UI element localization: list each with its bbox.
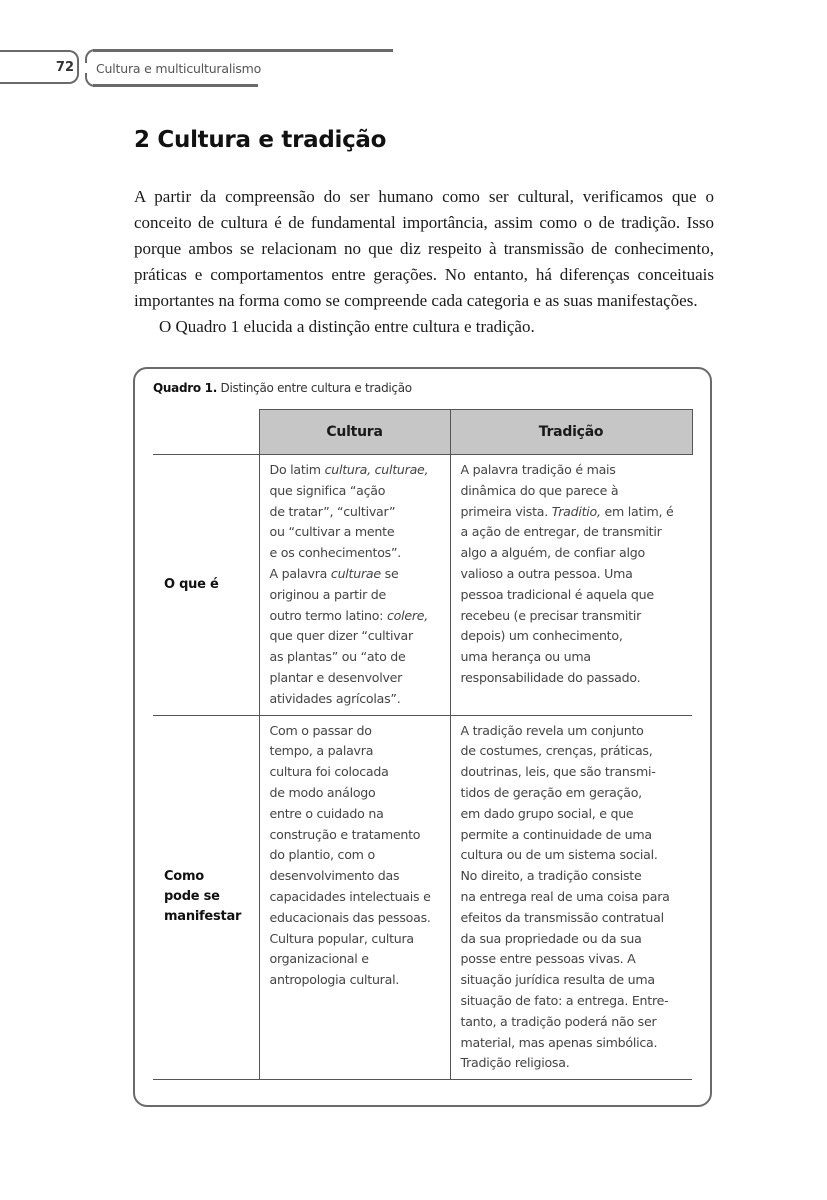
cell-text-line: Cultura popular, cultura [269, 930, 414, 946]
header-rule-top [93, 49, 393, 52]
header-cell-tradicao: Tradição [450, 410, 692, 455]
cell-text-line: cultura ou de um sistema social. [460, 847, 658, 863]
cell-text-line: depois) um conhecimento, [460, 628, 623, 644]
cell-tradicao-manifestation [450, 715, 692, 1080]
row-label-o-que-e: O que é [153, 455, 259, 716]
cell-text-line: construção e tratamento [269, 826, 421, 842]
cell-text-line: A tradição revela um conjunto [460, 722, 644, 738]
header-rule-bottom [93, 84, 258, 87]
cell-text-line: material, mas apenas simbólica. [460, 1034, 658, 1050]
header-cell-cultura: Cultura [259, 410, 450, 455]
cell-text-line: doutrinas, leis, que são transmi- [460, 764, 656, 780]
cell-text-line: algo a alguém, de confiar algo [460, 545, 645, 561]
cell-text-line: recebeu (e precisar transmitir [460, 607, 641, 623]
cell-text-line: Com o passar do [269, 722, 372, 738]
paragraph-quadro-reference: O Quadro 1 elucida a distinção entre cultura e tradição. [159, 317, 535, 336]
cell-text-line: em dado grupo social, e que [460, 805, 634, 821]
cell-text-line: de modo análogo [269, 784, 376, 800]
cell-text-line: efeitos da transmissão contratual [460, 909, 664, 925]
cell-text-line: e os conhecimentos”. [269, 545, 402, 561]
cell-text-line: manifestar [164, 909, 242, 925]
cell-text-line: da sua propriedade ou da sua [460, 930, 642, 946]
cell-text-line: posse entre pessoas vivas. A [460, 951, 636, 967]
section-title: 2 Cultura e tradição [134, 127, 387, 153]
cell-text-line: A palavra tradição é mais [460, 462, 616, 477]
cell-cultura-definition [259, 455, 450, 716]
cell-text-line: outro termo latino: colere, [269, 607, 429, 623]
table-row [153, 715, 692, 1080]
cell-text-line: uma herança ou uma [460, 649, 591, 665]
cell-text-line: tidos de geração em geração, [460, 784, 642, 800]
quadro-caption-text: Distinção entre cultura e tradição [216, 381, 412, 395]
cell-text-line: de costumes, crenças, práticas, [460, 743, 653, 759]
running-title: Cultura e multiculturalismo [96, 61, 262, 76]
cell-text-line: de tratar”, “cultivar” [269, 503, 396, 519]
cell-text-line: capacidades intelectuais e [269, 888, 431, 904]
cell-text-line: responsabilidade do passado. [460, 669, 641, 685]
cell-text-line: na entrega real de uma coisa para [460, 888, 670, 904]
table-row [153, 455, 692, 716]
cell-text-line: cultura foi colocada [269, 764, 389, 780]
cell-text-line: que significa “ação [269, 482, 386, 498]
cell-text-line: pode se [164, 889, 220, 905]
cell-text-line: atividades agrícolas”. [269, 690, 401, 706]
page-number: 72 [55, 60, 74, 75]
cell-text-line: Tradição religiosa. [460, 1055, 570, 1071]
cell-text-line: que quer dizer “cultivar [269, 628, 413, 644]
cell-text-line: primeira vista. Traditio, em latim, é [460, 503, 674, 519]
header-cell-empty [153, 410, 259, 455]
cell-text-line: as plantas” ou “ato de [269, 649, 406, 665]
cell-text-line: tanto, a tradição poderá não ser [460, 1013, 657, 1029]
cell-text-line: do plantio, com o [269, 847, 375, 863]
paragraph-intro: A partir da compreensão do ser humano como ser cultural, verificamos que o conceito de cultura é de fundamental importância, assim como o de tradição. Isso porque ambos se relacionam no que diz respeito à transmissão de conhecimento, práticas e comportamentos entre gerações. No entanto, há diferenças conceituais importantes na forma como se compreende cada categoria e as suas manifestações. [134, 187, 714, 310]
cell-text-line: ou “cultivar a mente [269, 524, 395, 540]
cell-text-line: permite a continuidade de uma [460, 826, 652, 842]
cell-text-line: dinâmica do que parece à [460, 482, 619, 498]
table-header-row [153, 410, 692, 455]
row-label-como-pode-se-manifestar [153, 715, 259, 1080]
cell-text-line: originou a partir de [269, 586, 387, 602]
cell-text-line: antropologia cultural. [269, 972, 400, 988]
cell-text-line: No direito, a tradição consiste [460, 868, 642, 884]
cell-text-line: tempo, a palavra [269, 743, 374, 759]
cell-text-line: Como [164, 869, 204, 885]
cell-text-line: a ação de entregar, de transmitir [460, 524, 662, 540]
quadro-caption [153, 381, 412, 395]
cell-text-line: pessoa tradicional é aquela que [460, 586, 654, 602]
cell-text-line: situação de fato: a entrega. Entre- [460, 992, 669, 1008]
cell-tradicao-definition [450, 455, 692, 716]
comparison-table [153, 409, 693, 1080]
cell-text-line: A palavra culturae se [269, 565, 399, 581]
cell-text-line: situação jurídica resulta de uma [460, 972, 655, 988]
cell-text-line: valioso a outra pessoa. Uma [460, 565, 633, 581]
cell-text-line: desenvolvimento das [269, 868, 400, 884]
quadro-caption-label: Quadro 1. [153, 381, 217, 395]
cell-text-line: plantar e desenvolver [269, 669, 403, 685]
cell-text-line: educacionais das pessoas. [269, 909, 431, 925]
body-text [134, 184, 714, 340]
cell-text-line: Do latim cultura, culturae, [269, 462, 429, 477]
cell-text-line: entre o cuidado na [269, 805, 384, 821]
cell-cultura-manifestation [259, 715, 450, 1080]
cell-text-line: organizacional e [269, 951, 369, 967]
